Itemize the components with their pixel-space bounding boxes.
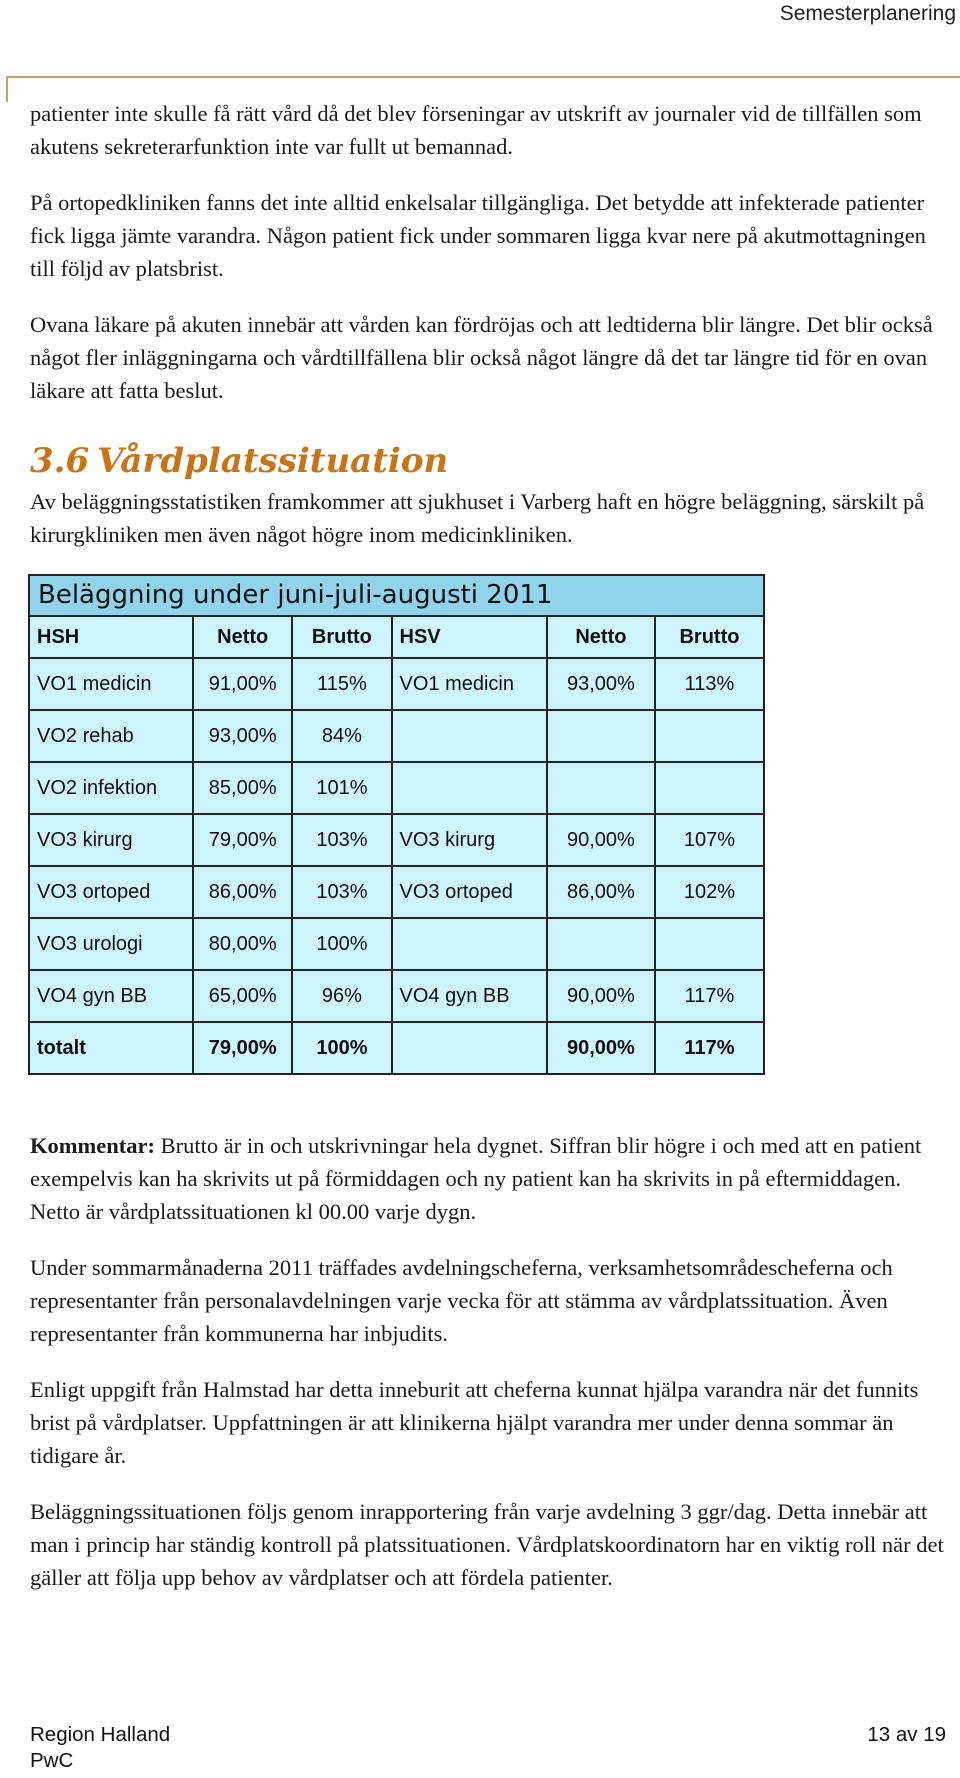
- header-rule: [6, 76, 960, 78]
- table-cell: [655, 918, 763, 970]
- table-cell: 107%: [655, 814, 763, 866]
- table-cell: VO1 medicin: [30, 658, 193, 710]
- comment-text: Brutto är in och utskrivningar hela dygnet. Siffran blir högre i och med att en patient exempelvis kan ha skrivits ut på förmiddagen och ny patient kan ha skrivits in på eftermiddagen. Netto är vårdplatssituationen kl 00.00 varje dygn.: [30, 1133, 922, 1224]
- table-cell: VO3 ortoped: [30, 866, 193, 918]
- table-cell: VO3 kirurg: [30, 814, 193, 866]
- table-row: [30, 658, 763, 710]
- table-cell: 100%: [292, 918, 391, 970]
- table-cell: 96%: [292, 970, 391, 1022]
- table-cell: 103%: [292, 866, 391, 918]
- table-cell: [655, 762, 763, 814]
- table-cell: 117%: [684, 1036, 735, 1059]
- paragraph-halmstad: Enligt uppgift från Halmstad har detta inneburit att cheferna kunnat hjälpa varandra när det funnits brist på vårdplatser. Uppfattningen är att klinikerna hjälpt varandra mer under denna sommar än tidigare år.: [30, 1377, 919, 1468]
- table-cell: VO2 rehab: [30, 710, 193, 762]
- table-row: [30, 970, 763, 1022]
- section-number: 3.6: [30, 441, 90, 481]
- table-cell: 117%: [655, 970, 763, 1022]
- header-rule-corner: [6, 76, 8, 102]
- table-cell: 79,00%: [193, 814, 292, 866]
- table-cell: 91,00%: [193, 658, 292, 710]
- section-title: Vårdplatssituation: [97, 441, 449, 481]
- table-cell: 103%: [292, 814, 391, 866]
- table-cell: [392, 1022, 547, 1073]
- table-row: [30, 866, 763, 918]
- table-cell: 90,00%: [547, 814, 655, 866]
- footer-organization: [30, 1722, 170, 1774]
- table-header-row: [30, 617, 763, 658]
- table-cell: 93,00%: [547, 658, 655, 710]
- table-cell: 90,00%: [547, 1022, 655, 1073]
- table-cell: [392, 762, 547, 814]
- table-cell: 80,00%: [193, 918, 292, 970]
- paragraph-comment: [30, 1129, 950, 1228]
- table-cell: 86,00%: [193, 866, 292, 918]
- table-cell: 102%: [655, 866, 763, 918]
- table-total-row: [30, 1022, 763, 1073]
- table-cell: [547, 918, 655, 970]
- table-cell: 85,00%: [193, 762, 292, 814]
- table-cell: VO3 urologi: [30, 918, 193, 970]
- table-cell: VO2 infektion: [30, 762, 193, 814]
- table-cell: 115%: [292, 658, 391, 710]
- table-cell: VO1 medicin: [392, 658, 547, 710]
- running-header: Semesterplanering: [779, 2, 956, 25]
- page-content: [30, 97, 950, 1617]
- paragraph-summer-meetings: Under sommarmånaderna 2011 träffades avdelningscheferna, verksamhetsområdescheferna och representanter från personalavdelningen varje vecka för att stämma av vårdplatssituation. Även representanter från kommunerna har inbjudits.: [30, 1255, 893, 1346]
- table-cell: totalt: [30, 1022, 193, 1073]
- table-row: [30, 710, 763, 762]
- footer-org-line: PwC: [30, 1749, 74, 1772]
- paragraph-occupancy-reporting: Beläggningssituationen följs genom inrapportering från varje avdelning 3 ggr/dag. Detta innebär att man i princip har ständig kontroll på platssituationen. Vårdplatskoordinatorn har en viktig roll när det gäller att följa upp behov av vårdplatser och att fördela patienter.: [30, 1499, 944, 1590]
- table-cell: [547, 762, 655, 814]
- table-title: Beläggning under juni-juli-augusti 2011: [30, 576, 763, 617]
- table-cell: 101%: [292, 762, 391, 814]
- paragraph-orthopedics: På ortopedkliniken fanns det inte alltid enkelsalar tillgängliga. Det betydde att infekterade patienter fick ligga jämte varandra. Någon patient fick under sommaren ligga kvar nere på akutmottagningen till följd av platsbrist.: [30, 190, 926, 281]
- table-row: [30, 762, 763, 814]
- table-cell: 86,00%: [547, 866, 655, 918]
- table-cell: [392, 918, 547, 970]
- paragraph-inexperienced-doctors: Ovana läkare på akuten innebär att vården kan fördröjas och att ledtiderna blir längre. Det blir också något fler inläggningarna och vårdtillfällena blir också något längre då det tar längre tid för en ovan läkare att fatta beslut.: [30, 312, 933, 403]
- table-cell: 113%: [655, 658, 763, 710]
- col-header-netto: Netto: [193, 617, 292, 658]
- table-cell: 84%: [292, 710, 391, 762]
- table-cell: 93,00%: [193, 710, 292, 762]
- table-cell: [547, 710, 655, 762]
- table-cell: [392, 710, 547, 762]
- col-header-netto: Netto: [547, 617, 655, 658]
- table-cell: 79,00%: [193, 1022, 292, 1073]
- table-row: [30, 918, 763, 970]
- table-cell: [655, 710, 763, 762]
- paragraph-journal-delays: patienter inte skulle få rätt vård då det blev förseningar av utskrift av journaler vid de tillfällen som akutens sekreterarfunktion inte var fullt ut bemannad.: [30, 101, 922, 159]
- section-heading: [30, 439, 950, 483]
- table-cell: VO4 gyn BB: [30, 970, 193, 1022]
- table-row: [30, 814, 763, 866]
- table-cell: 90,00%: [547, 970, 655, 1022]
- comment-label: Kommentar:: [30, 1133, 155, 1158]
- page-number: 13 av 19: [867, 1723, 946, 1746]
- table-cell: VO4 gyn BB: [392, 970, 547, 1022]
- col-header-hsv: HSV: [392, 617, 547, 658]
- table-cell: 65,00%: [193, 970, 292, 1022]
- col-header-brutto: Brutto: [292, 617, 391, 658]
- col-header-brutto: Brutto: [655, 617, 763, 658]
- occupancy-table: [28, 574, 765, 1075]
- occupancy-grid: [30, 617, 763, 1073]
- footer-org-line: Region Halland: [30, 1723, 171, 1746]
- table-cell: VO3 kirurg: [392, 814, 547, 866]
- col-header-hsh: HSH: [30, 617, 193, 658]
- paragraph-occupancy-stats: Av beläggningsstatistiken framkommer att sjukhuset i Varberg haft en högre beläggning, särskilt på kirurgkliniken men även något högre inom medicinkliniken.: [30, 489, 925, 547]
- table-cell: 100%: [292, 1022, 391, 1073]
- table-cell: VO3 ortoped: [392, 866, 547, 918]
